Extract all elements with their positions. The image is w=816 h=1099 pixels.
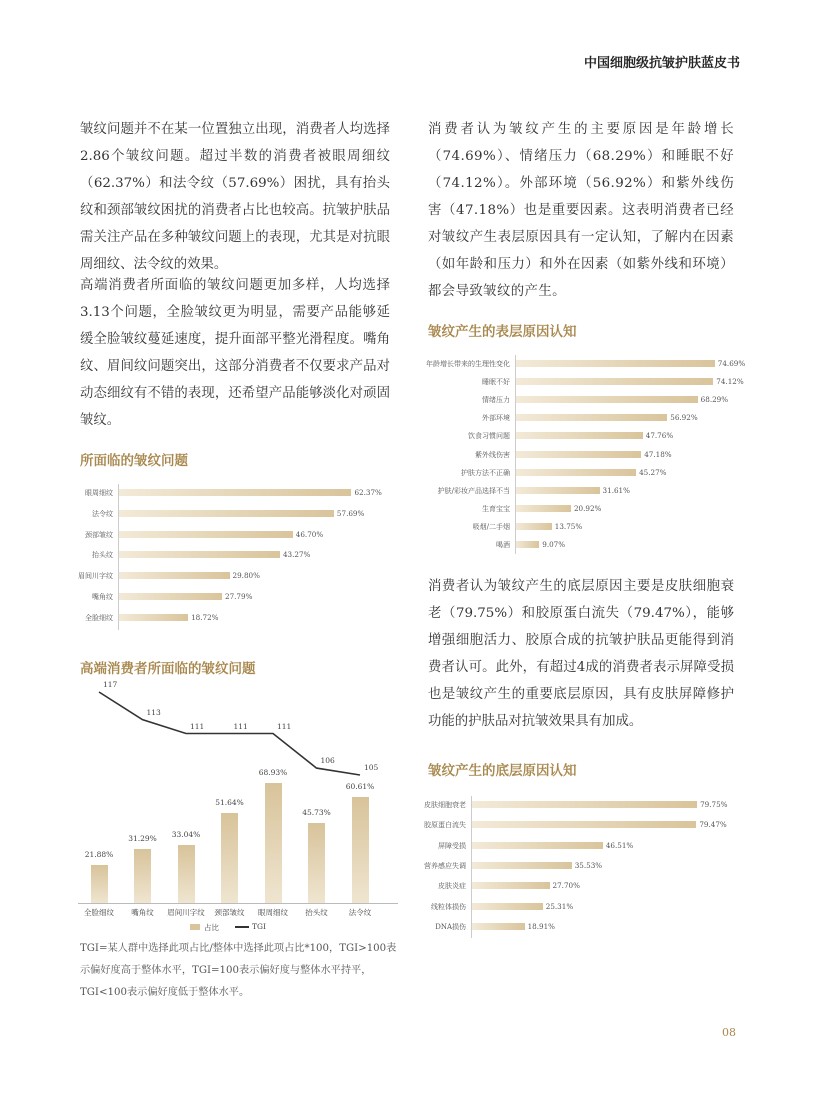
bar-category-label: 情绪压力: [482, 396, 510, 405]
bar-value-label: 79.47%: [699, 820, 727, 830]
bar-category-label: 全脸细纹: [85, 613, 113, 622]
bar: [515, 541, 539, 548]
bar-value-label: 20.92%: [573, 503, 602, 513]
bar: [118, 551, 280, 558]
bar: [118, 531, 293, 538]
bar-value-label: 46.70%: [295, 529, 324, 539]
bar-value-label: 56.92%: [670, 413, 698, 423]
bar-value-label: 57.69%: [336, 508, 365, 518]
bar-category-label: DNA损伤: [435, 922, 466, 931]
bar: [118, 614, 188, 621]
bar: [515, 432, 643, 439]
bar-category-label: 眉间川字纹: [78, 572, 113, 581]
bar-category-label: 线粒体损伤: [431, 902, 466, 911]
tgi-value-label: 111: [190, 721, 205, 731]
bar-category-label: 嘴角纹: [92, 593, 113, 601]
bar-value-label: 27.79%: [225, 592, 253, 601]
right-paragraph-1: 消费者认为皱纹产生的主要原因是年龄增长（74.69%）、情绪压力（68.29%）和睡眠不好（74.12%）。外部环境（56.92%）和紫外线伤害（47.18%）也是重要因素。这表明消费者已经对皱纹产生表层原因具有一定认知，了解内在因素（如年龄和压力）和外在因素（如紫外线和环境）都会导致皱纹的产生。: [428, 122, 734, 299]
document-header-title: 中国细胞级抗皱护肤蓝皮书: [583, 56, 740, 71]
bar-category-label: 屏障受损: [438, 841, 466, 850]
chart4-title: 皱纹产生的底层原因认知: [428, 763, 577, 779]
bar-category-label: 饮食习惯问题: [468, 432, 510, 441]
column-value-label: 33.04%: [171, 830, 201, 840]
bar: [515, 505, 571, 512]
bar: [471, 842, 603, 849]
chart-axis: [471, 796, 472, 938]
bar: [515, 396, 698, 403]
bar: [515, 378, 713, 385]
bar: [515, 451, 641, 458]
bar: [471, 821, 696, 828]
bar-category-label: 颈部皱纹: [85, 530, 113, 539]
bar-value-label: 47.76%: [645, 431, 674, 441]
chart-axis: [118, 484, 119, 630]
bar-category-label: 生育宝宝: [482, 504, 510, 513]
bar-category-label: 喝酒: [496, 541, 510, 549]
bar-value-label: 9.07%: [542, 540, 566, 549]
column-bar: [134, 849, 151, 903]
bar-value-label: 13.75%: [554, 521, 583, 531]
column-category-label: 颈部皱纹: [214, 908, 245, 917]
tgi-value-label: 111: [277, 721, 292, 731]
bar-category-label: 年龄增长带来的生理性变化: [426, 360, 510, 368]
bar-value-label: 29.80%: [232, 571, 260, 581]
legend-label-share: 占比: [204, 923, 219, 932]
bar: [471, 923, 525, 930]
bar-value-label: 74.69%: [717, 359, 746, 368]
bar: [118, 510, 334, 517]
column-bar: [308, 823, 325, 903]
column-value-label: 21.88%: [84, 849, 114, 859]
bar: [515, 360, 715, 367]
bar-category-label: 紫外线伤害: [475, 450, 510, 459]
column-value-label: 51.64%: [215, 798, 244, 808]
bar-value-label: 79.75%: [700, 800, 728, 809]
column-category-label: 法令纹: [348, 908, 372, 917]
column-value-label: 60.61%: [345, 782, 375, 792]
chart-baseline: [78, 903, 398, 904]
bar-category-label: 法令纹: [92, 509, 113, 518]
column-value-label: 68.93%: [258, 768, 288, 777]
chart3-title: 皱纹产生的表层原因认知: [428, 324, 577, 340]
bar-category-label: 护肤方法不正确: [461, 468, 510, 477]
legend-swatch-bar: [190, 924, 200, 930]
column-category-label: 抬头纹: [305, 908, 328, 917]
column-category-label: 眼周细纹: [258, 908, 288, 917]
bar-value-label: 31.61%: [602, 485, 630, 495]
bar-category-label: 吸烟/二手烟: [472, 522, 510, 531]
page-number: 08: [722, 1026, 736, 1039]
bar: [515, 487, 600, 494]
bar-category-label: 胶原蛋白流失: [424, 821, 466, 830]
bar-category-label: 护肤/彩妆产品选择不当: [437, 486, 510, 495]
tgi-value-label: 117: [103, 680, 118, 689]
column-bar: [221, 813, 238, 903]
bar-value-label: 68.29%: [700, 395, 729, 405]
bar-value-label: 62.37%: [354, 488, 382, 497]
bar-category-label: 皮肤细胞衰老: [424, 801, 466, 809]
bar: [515, 469, 636, 476]
bar: [118, 572, 230, 579]
bar: [471, 862, 572, 869]
column-bar: [91, 865, 108, 903]
bar-category-label: 睡眠不好: [482, 378, 510, 387]
column-bar: [178, 845, 195, 903]
bar: [471, 903, 543, 910]
bar-category-label: 外部环境: [482, 414, 510, 423]
legend-label-tgi: TGI: [252, 922, 266, 931]
bar: [118, 489, 351, 496]
column-value-label: 45.73%: [302, 808, 331, 818]
chart1-title: 所面临的皱纹问题: [80, 453, 188, 469]
bar-value-label: 46.51%: [605, 840, 634, 850]
bar-value-label: 74.12%: [716, 377, 744, 387]
bar-value-label: 47.18%: [644, 449, 672, 459]
bar: [515, 523, 552, 530]
bar-value-label: 35.53%: [574, 860, 603, 870]
bar-value-label: 43.27%: [282, 550, 311, 560]
column-category-label: 眉间川字纹: [167, 908, 205, 917]
legend-swatch-line: [235, 926, 249, 928]
bar-category-label: 抬头纹: [92, 551, 113, 560]
bar: [515, 414, 667, 421]
tgi-value-label: 106: [320, 756, 335, 766]
bar-category-label: 皮肤炎症: [438, 882, 466, 891]
left-paragraph-1: 皱纹问题并不在某一位置独立出现，消费者人均选择2.86个皱纹问题。超过半数的消费者被眼周细纹（62.37%）和法令纹（57.69%）困扰，具有抬头纹和颈部皱纹困扰的消费者占比也较高。抗皱护肤品需关注产品在多种皱纹问题上的表现，尤其是对抗眼周细纹、法令纹的效果。: [80, 122, 390, 272]
bar-value-label: 45.27%: [639, 467, 667, 477]
bar: [118, 593, 222, 600]
column-category-label: 嘴角纹: [131, 908, 154, 917]
bar-value-label: 18.91%: [527, 921, 556, 931]
chart-axis: [515, 355, 516, 554]
column-bar: [265, 783, 282, 903]
bar-value-label: 27.70%: [552, 881, 580, 891]
column-bar: [352, 797, 369, 903]
bar-value-label: 25.31%: [545, 901, 574, 911]
left-paragraph-2: 高端消费者所面临的皱纹问题更加多样，人均选择3.13个问题，全脸皱纹更为明显，需要产品能够延缓全脸皱纹蔓延速度，提升面部平整光滑程度。嘴角纹、眉间纹问题突出，这部分消费者不仅要求产品对动态细纹有不错的表现，还希望产品能够淡化对顽固皱纹。: [80, 278, 390, 428]
chart2-title: 高端消费者所面临的皱纹问题: [80, 661, 256, 677]
column-category-label: 全脸细纹: [84, 908, 114, 917]
right-paragraph-2: 消费者认为皱纹产生的底层原因主要是皮肤细胞衰老（79.75%）和胶原蛋白流失（79.47%），能够增强细胞活力、胶原合成的抗皱护肤品更能得到消费者认可。此外，有超过4成的消费者表示屏障受损也是皱纹产生的重要底层原因，具有皮肤屏障修护功能的护肤品对抗皱效果具有加成。: [428, 579, 734, 729]
bar-category-label: 眼周细纹: [85, 489, 113, 497]
tgi-value-label: 113: [146, 707, 161, 717]
bar-value-label: 18.72%: [191, 612, 219, 622]
column-value-label: 31.29%: [128, 833, 157, 843]
tgi-value-label: 111: [233, 721, 248, 731]
tgi-value-label: 105: [364, 763, 379, 772]
bar-category-label: 营养感应失调: [424, 861, 466, 870]
tgi-footnote: TGI=某人群中选择此项占比/整体中选择此项占比*100，TGI>100表示偏好度高于整体水平，TGI=100表示偏好度与整体水平持平，TGI<100表示偏好度低于整体水平。: [80, 943, 397, 998]
bar: [471, 801, 697, 808]
bar: [471, 882, 550, 889]
